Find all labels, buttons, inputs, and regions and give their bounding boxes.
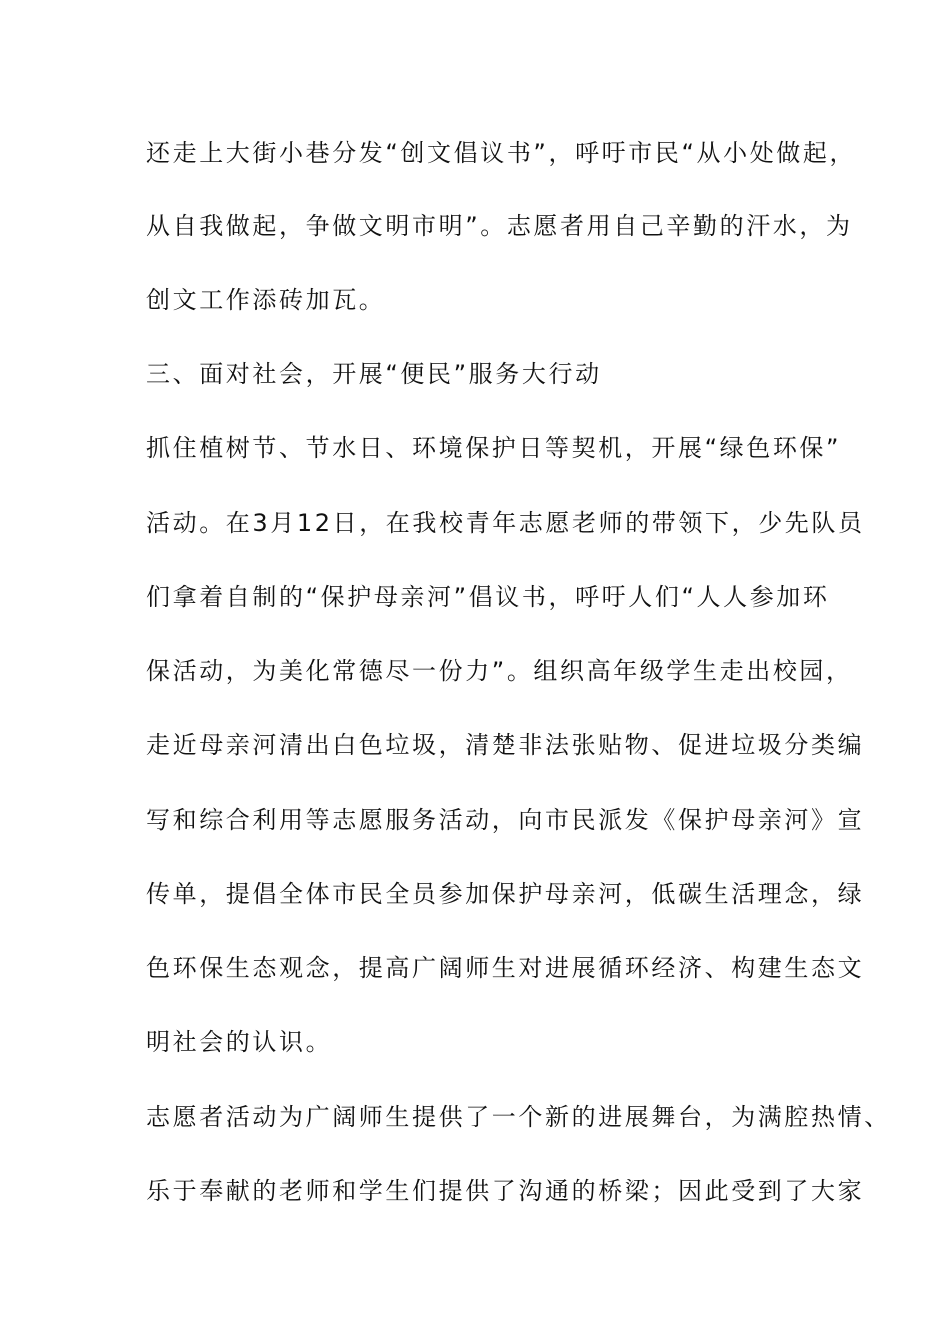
text-line: 们拿着自制的“保护母亲河”倡议书，呼吁人们“人人参加环: [146, 583, 830, 611]
text-line: 写和综合利用等志愿服务活动，向市民派发《保护母亲河》宣: [146, 806, 865, 834]
text-line: 保活动，为美化常德尽一份力”。组织高年级学生走出校园，: [146, 657, 853, 685]
text-line: 传单，提倡全体市民全员参加保护母亲河，低碳生活理念，绿: [146, 880, 865, 908]
text-line: 创文工作添砖加瓦。: [146, 286, 386, 314]
text-line: 还走上大街小巷分发“创文倡议书”，呼吁市民“从小处做起，: [146, 139, 857, 167]
text-line: 志愿者活动为广阔师生提供了一个新的进展舞台，为满腔热情、: [146, 1103, 891, 1131]
text-line: 乐于奉献的老师和学生们提供了沟通的桥梁；因此受到了大家: [146, 1177, 865, 1205]
text-line: 色环保生态观念，提高广阔师生对进展循环经济、构建生态文: [146, 954, 865, 982]
text-line: 从自我做起，争做文明市明”。志愿者用自己辛勤的汗水，为: [146, 212, 853, 240]
text-line: 抓住植树节、节水日、环境保护日等契机，开展“绿色环保”: [146, 434, 842, 462]
text-line: 明社会的认识。: [146, 1028, 333, 1056]
text-line: 走近母亲河清出白色垃圾，清楚非法张贴物、促进垃圾分类编: [146, 731, 865, 759]
section-heading: 三、面对社会，开展“便民”服务大行动: [146, 360, 602, 388]
text-line: 活动。在3月12日，在我校青年志愿老师的带领下，少先队员: [146, 509, 865, 537]
